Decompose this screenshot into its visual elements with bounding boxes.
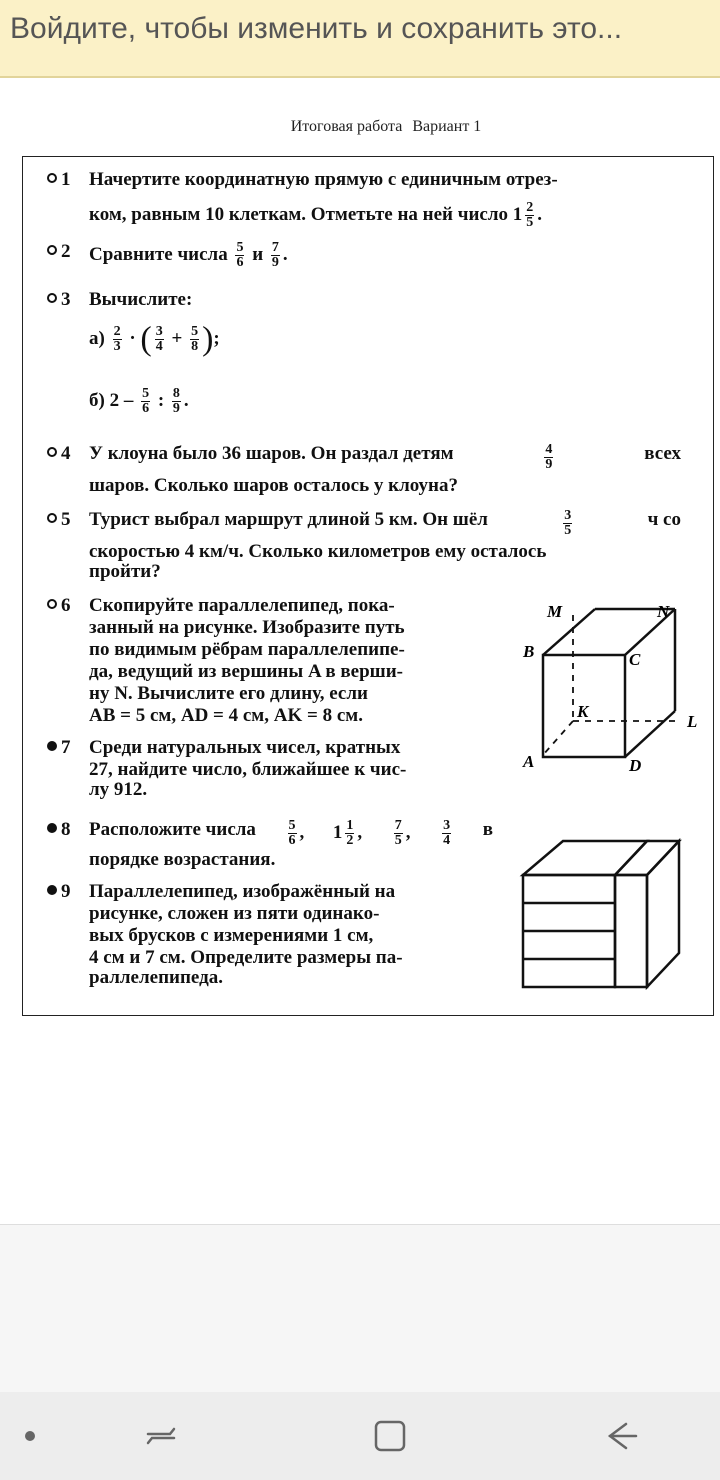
task-4-line-1: У клоуна было 36 шаров. Он раздал детям $\frac{4}{9}$ всех	[89, 442, 681, 472]
sign-in-banner[interactable]	[0, 0, 720, 78]
task-6-line-5: ну N. Вычислите его длину, если	[89, 683, 368, 704]
task-8-line-1: Расположите числа $\frac{5}{6}$ , 1 $\frac{1}{2}$ , $\frac{7}{5}$ , $\frac{3}{4}$ в	[89, 818, 493, 848]
task-9-line-1: Параллелепипед, изображённый на	[89, 881, 396, 902]
task-8-number: 8	[47, 819, 71, 841]
task-1-line-1: Начертите координатную прямую с единичным отрез-	[89, 169, 558, 190]
task-3-number: 3	[47, 289, 71, 311]
label-l: L	[687, 712, 698, 731]
task-5-line-1: Турист выбрал маршрут длиной 5 км. Он шёл $\frac{3}{5}$ ч со	[89, 508, 681, 538]
task-6-line-4: да, ведущий из вершины A в верши-	[89, 661, 403, 682]
task-3b: б) 2 – $\frac{5}{6}$ : $\frac{8}{9}$ .	[89, 386, 189, 416]
label-d: D	[629, 756, 642, 775]
sign-in-banner-text[interactable]: Войдите, чтобы изменить и сохранить это...	[10, 12, 623, 45]
back-icon[interactable]	[580, 1406, 660, 1466]
document-title	[0, 118, 720, 136]
task-4-line-2: шаров. Сколько шаров осталось у клоуна?	[89, 475, 458, 496]
hollow-bullet-icon	[47, 173, 57, 183]
task-2-number: 2	[47, 241, 71, 263]
task-9-line-3: вых брусков с измерениями 1 см,	[89, 925, 374, 946]
hollow-bullet-icon	[47, 447, 57, 457]
task-8-line-2: порядке возрастания.	[89, 849, 276, 870]
task-7-number: 7	[47, 737, 71, 759]
parallelepiped-figure	[517, 595, 707, 775]
label-n: N	[657, 602, 670, 621]
label-k: K	[577, 702, 589, 721]
task-4-number: 4	[47, 443, 71, 465]
hollow-bullet-icon	[47, 245, 57, 255]
hollow-bullet-icon	[47, 293, 57, 303]
task-7-line-1: Среди натуральных чисел, кратных	[89, 737, 401, 758]
hollow-bullet-icon	[47, 599, 57, 609]
filled-bullet-icon	[47, 823, 57, 833]
task-3-text: Вычислите:	[89, 289, 193, 310]
recent-apps-icon[interactable]	[120, 1406, 200, 1466]
task-5-line-2: скоростью 4 км/ч. Сколько километров ему осталось	[89, 541, 547, 562]
task-6-number: 6	[47, 595, 71, 617]
task-1-line-2: ком, равным 10 клеткам. Отметьте на ней число 1 $\frac{2}{5}$ .	[89, 200, 542, 230]
hollow-bullet-icon	[47, 513, 57, 523]
title-variant: Вариант 1	[412, 118, 482, 135]
task-9-line-2: рисунке, сложен из пяти одинако-	[89, 903, 380, 924]
task-9-line-4: 4 см и 7 см. Определите размеры па-	[89, 947, 403, 968]
stacked-bars-figure	[517, 835, 713, 995]
task-7-line-2: 27, найдите число, ближайшее к чис-	[89, 759, 407, 780]
worksheet	[22, 156, 714, 1016]
task-6-line-2: занный на рисунке. Изобразите путь	[89, 617, 405, 638]
task-9-line-5: раллелепипеда.	[89, 967, 223, 988]
task-6-line-1: Скопируйте параллелепипед, пока-	[89, 595, 395, 616]
filled-bullet-icon	[47, 741, 57, 751]
task-5-number: 5	[47, 509, 71, 531]
label-b: B	[523, 642, 535, 661]
task-5-line-3: пройти?	[89, 561, 161, 582]
filled-bullet-icon	[47, 885, 57, 895]
task-9-number: 9	[47, 881, 71, 903]
empty-area	[0, 1224, 720, 1392]
home-icon[interactable]	[350, 1406, 430, 1466]
task-6-line-6: AB = 5 см, AD = 4 см, AK = 8 см.	[89, 705, 363, 726]
task-7-line-3: лу 912.	[89, 779, 148, 800]
label-m: M	[547, 602, 563, 621]
task-6-line-3: по видимым рёбрам параллелепипе-	[89, 639, 405, 660]
task-3a: а) $\frac{2}{3}$ · ( $\frac{3}{4}$ + $\frac{5}{8}$ );	[89, 320, 220, 358]
title-work: Итоговая работа	[290, 118, 403, 135]
system-navigation-bar	[0, 1392, 720, 1480]
dot-icon[interactable]	[0, 1406, 70, 1466]
label-c: C	[629, 650, 641, 669]
task-2-text: Сравните числа $\frac{5}{6}$ и $\frac{7}{9}$ .	[89, 240, 288, 270]
label-a: A	[523, 752, 535, 771]
task-1-number: 1	[47, 169, 71, 191]
task-1-fraction: $\frac{2}{5}$	[526, 200, 534, 230]
